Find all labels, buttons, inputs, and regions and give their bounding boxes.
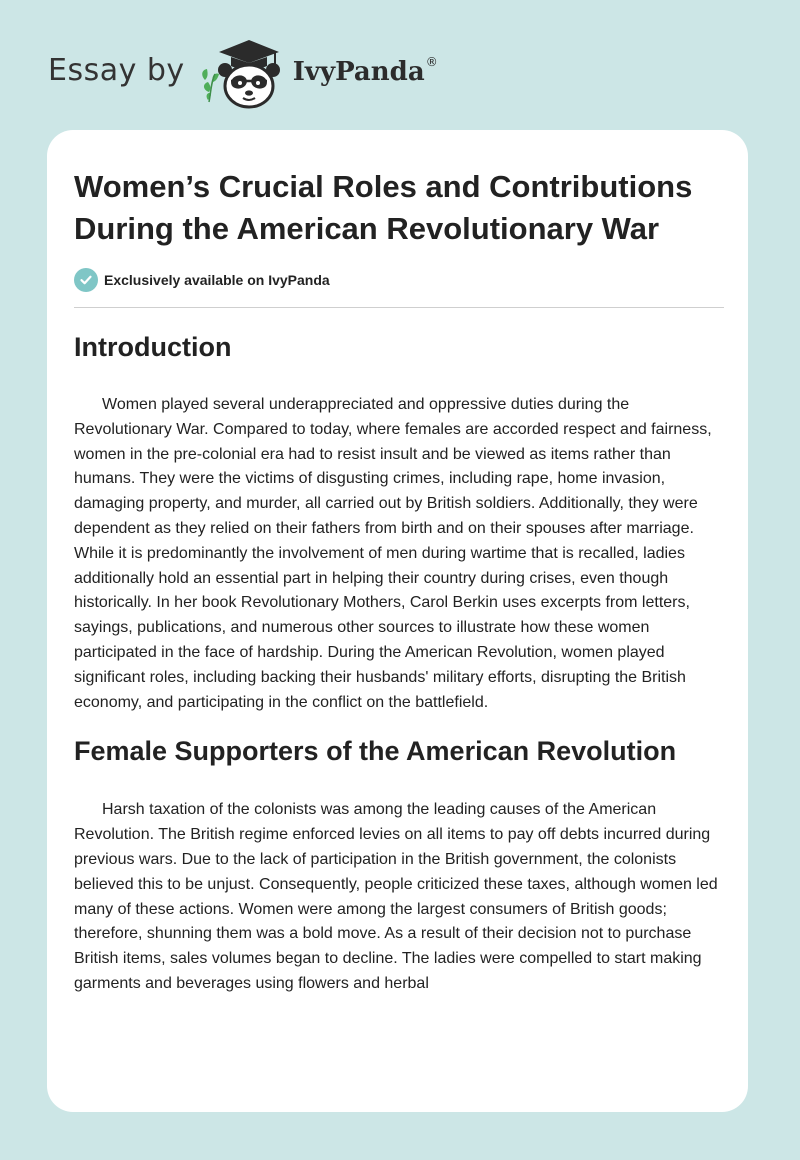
essay-by-label: Essay by (48, 52, 185, 88)
essay-title: Women’s Crucial Roles and Contributions During the American Revolutionary War (74, 169, 693, 246)
exclusive-badge-label: Exclusively available on IvyPanda (104, 272, 330, 288)
female-supporters-paragraph: Harsh taxation of the colonists was among the leading causes of the American Revolution. The British regime enforced levies on all items to pay off debts incurred during previous wars. Due to the lack of participation in the British government, the colonists believed this to be unjust. Consequently, people criticized these taxes, although women led many of these actions. Women were among the largest consumers of British goods; therefore, shunning them was a bold move. As a result of their decision not to purchase British items, sales volumes began to decline. The ladies were compelled to start making garments and beverages using flowers and herbal (74, 801, 718, 992)
site-header (48, 34, 438, 114)
title-divider (74, 307, 724, 308)
essay-content (74, 160, 724, 997)
section-heading-female-supporters: Female Supporters of the American Revolution (74, 736, 677, 767)
section-heading-introduction: Introduction (74, 332, 232, 362)
panda-logo-icon[interactable] (199, 36, 285, 112)
check-circle-icon (74, 268, 98, 292)
essay-card (47, 130, 748, 1112)
brand-name: IvyPanda (292, 57, 425, 87)
registered-mark: ® (425, 55, 438, 69)
exclusive-badge (74, 268, 724, 292)
introduction-paragraph: Women played several underappreciated and oppressive duties during the Revolutionary War. Compared to today, where females are accorded respect and fairness, women in the pre-colonial era had to resist insult and be viewed as items rather than humans. They were the victims of disgusting crimes, including rape, home invasion, damaging property, and murder, all carried out by British soldiers. Additionally, they were dependent as they relied on their fathers from birth and on their spouses after marriage. While it is predominantly the involvement of men during wartime that is recalled, ladies additionally hold an essential part in helping their country during crises, even though historically. In her book Revolutionary Mothers, Carol Berkin uses excerpts from letters, sayings, publications, and numerous other sources to illustrate how these women participated in the face of hardship. During the American Revolution, women played significant roles, including backing their husbands' military efforts, disrupting the British economy, and participating in the conflict on the battlefield. (74, 396, 712, 711)
